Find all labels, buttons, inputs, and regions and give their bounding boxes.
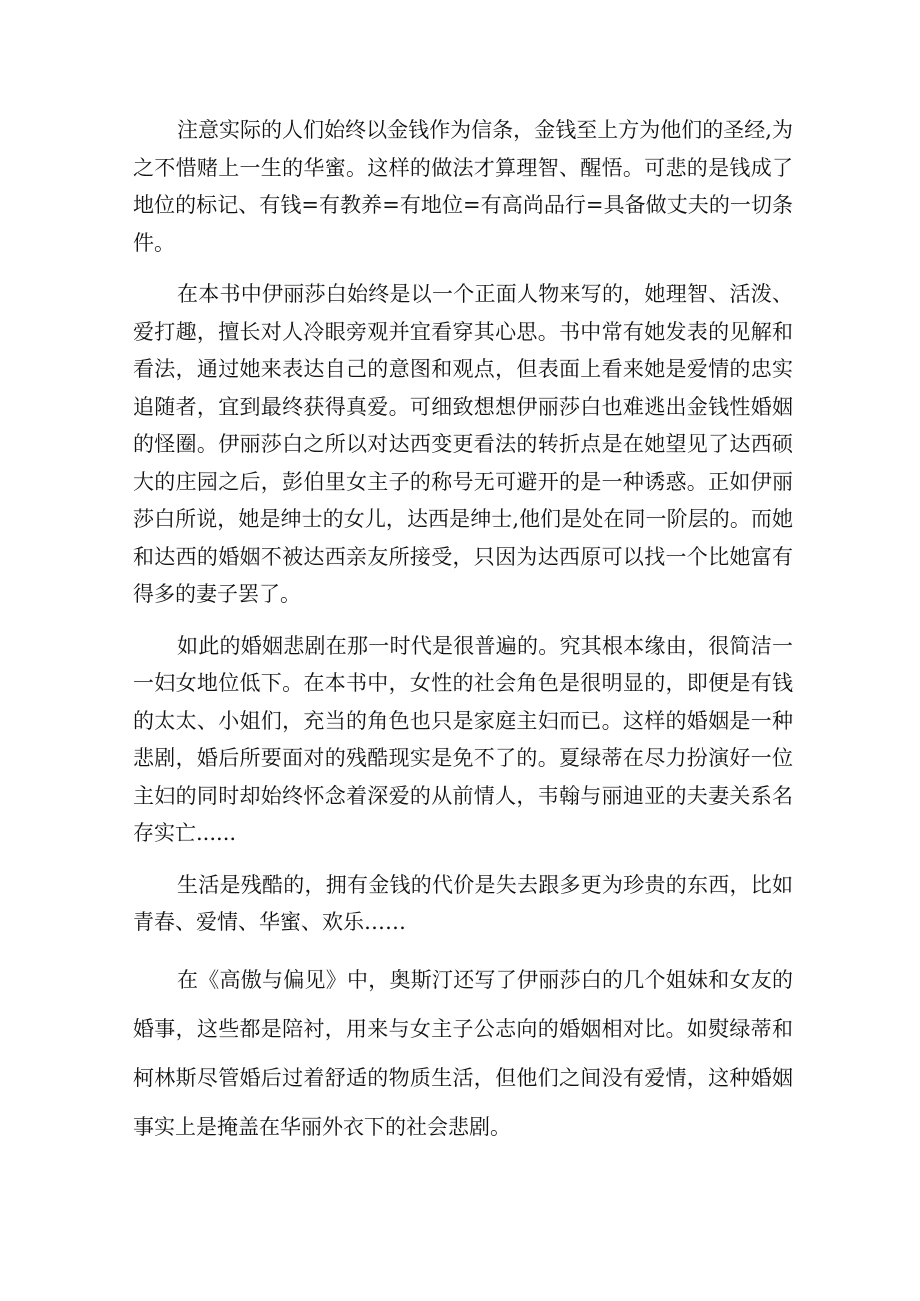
paragraph-marriage-tragedy: 如此的婚姻悲剧在那一时代是很普遍的。究其根本缘由，很简洁一一妇女地位低下。在本书中，女性的社会角色是很明显的，即便是有钱的太太、小姐们，充当的角色也只是家庭主妇而已。这样的婚姻是一种悲剧，婚后所要面对的残酷现实是免不了的。夏绿蒂在尽力扮演好一位主妇的同时却始终怀念着深爱的从前情人，韦翰与丽迪亚的夫妻关系名存实亡...... xyxy=(133,633,793,845)
paragraph-money-creed: 注意实际的人们始终以金钱作为信条，金钱至上方为他们的圣经,为之不惜赌上一生的华蜜。这样的做法才算理智、醒悟。可悲的是钱成了地位的标记、有钱=有教养=有地位=有高尚品行=具备做丈夫的一切条件。 xyxy=(133,118,793,255)
document-body xyxy=(133,112,793,1152)
paragraph-pride-and-prejudice: 在《高傲与偏见》中，奥斯汀还写了伊丽莎白的几个姐妹和女友的婚事，这些都是陪衬，用来与女主子公志向的婚姻相对比。如熨绿蒂和柯林斯尽管婚后过着舒适的物质生活，但他们之间没有爱情，这种婚姻事实上是掩盖在华丽外衣下的社会悲剧。 xyxy=(133,967,793,1139)
paragraph-elizabeth: 在本书中伊丽莎白始终是以一个正面人物来写的，她理智、活泼、爱打趣，擅长对人冷眼旁观并宜看穿其心思。书中常有她发表的见解和看法，通过她来表达自己的意图和观点，但表面上看来她是爱情的忠实追随者，宜到最终获得真爱。可细致想想伊丽莎白也难逃出金钱性婚姻的怪圈。伊丽莎白之所以对达西变更看法的转折点是在她望见了达西硕大的庄园之后，彭伯里女主子的称号无可避开的是一种诱惑。正如伊丽莎白所说，她是绅士的女儿，达西是绅士,他们是处在同一阶层的。而她和达西的婚姻不被达西亲友所接受，只因为达西原可以找一个比她富有得多的妻子罢了。 xyxy=(133,282,793,606)
paragraph-cruel-life: 生活是残酷的，拥有金钱的代价是失去跟多更为珍贵的东西，比如青春、爱情、华蜜、欢乐…… xyxy=(133,872,793,934)
